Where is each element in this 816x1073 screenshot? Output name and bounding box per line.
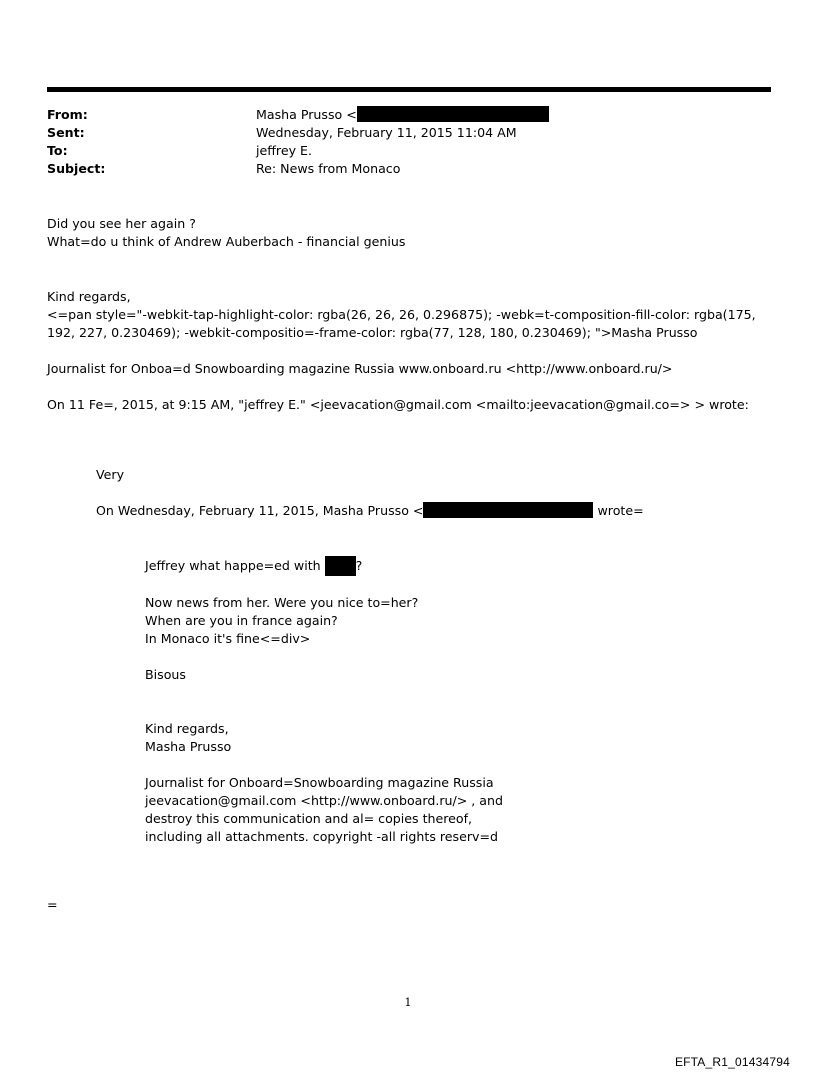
header-divider [47,87,771,92]
quoted-reply [96,466,776,520]
sent-row [47,124,549,142]
nested-line: destroy this communication and al= copies thereof, [145,811,473,826]
redaction-bar [357,106,549,122]
to-row [47,142,549,160]
nested-prefix: Jeffrey what happe=ed with [145,558,325,573]
from-row [47,106,549,124]
body-line: Did you see her again ? [47,216,196,231]
nested-line: Journalist for Onboard=Snowboarding magazine Russia [145,775,494,790]
nested-line: including all attachments. copyright -all rights reserv=d [145,829,499,844]
subject-value: Re: News from Monaco [256,161,401,176]
reply-on-prefix: On Wednesday, February 11, 2015, Masha Prusso < [96,503,424,518]
nested-line: In Monaco it's fine<=div> [145,631,311,646]
sent-label: Sent: [47,125,85,140]
subject-label: Subject: [47,161,106,176]
page-number: 1 [404,996,412,1009]
nested-line: When are you in france again? [145,613,338,628]
sent-value: Wednesday, February 11, 2015 11:04 AM [256,125,517,140]
from-value: Masha Prusso < [256,107,357,122]
from-label: From: [47,107,88,122]
email-header [47,106,549,178]
nested-line: jeevacation@gmail.com <http://www.onboard.ru/> , and [145,793,503,808]
span-style-code: <=pan style="-webkit-tap-highlight-color: rgba(26, 26, 26, 0.296875); -webk=t-composition-fill-color: rgba(175, 192, 227, 0.230469); -webkit-compositio=-frame-color: rgba(77, 128, 180, 0.230469); ">Masha Prusso [47,307,756,340]
message-body [47,215,777,414]
nested-line [145,556,765,576]
kind-regards: Kind regards, [47,289,131,304]
redaction-bar [325,556,356,576]
trailing-equals: = [47,897,58,912]
nested-quote [145,556,765,846]
nested-line: Masha Prusso [145,739,232,754]
to-value: jeffrey E. [256,143,312,158]
nested-line: Now news from her. Were you nice to=her? [145,595,419,610]
nested-line: Kind regards, [145,721,229,736]
to-label: To: [47,143,68,158]
document-id: EFTA_R1_01434794 [674,1055,790,1069]
nested-line: Bisous [145,667,186,682]
reply-very: Very [96,467,125,482]
reply-on-suffix: wrote= [593,503,644,518]
quote-intro: On 11 Fe=, 2015, at 9:15 AM, "jeffrey E." <jeevacation@gmail.com <mailto:jeevacation@gmail.co=> > wrote: [47,397,749,412]
nested-suffix: ? [355,558,363,573]
subject-row [47,160,549,178]
journalist-signature: Journalist for Onboa=d Snowboarding magazine Russia www.onboard.ru <http://www.onboard.ru/> [47,361,673,376]
body-line: What=do u think of Andrew Auberbach - financial genius [47,234,406,249]
reply-on-line [96,502,776,520]
redaction-bar [423,502,593,518]
